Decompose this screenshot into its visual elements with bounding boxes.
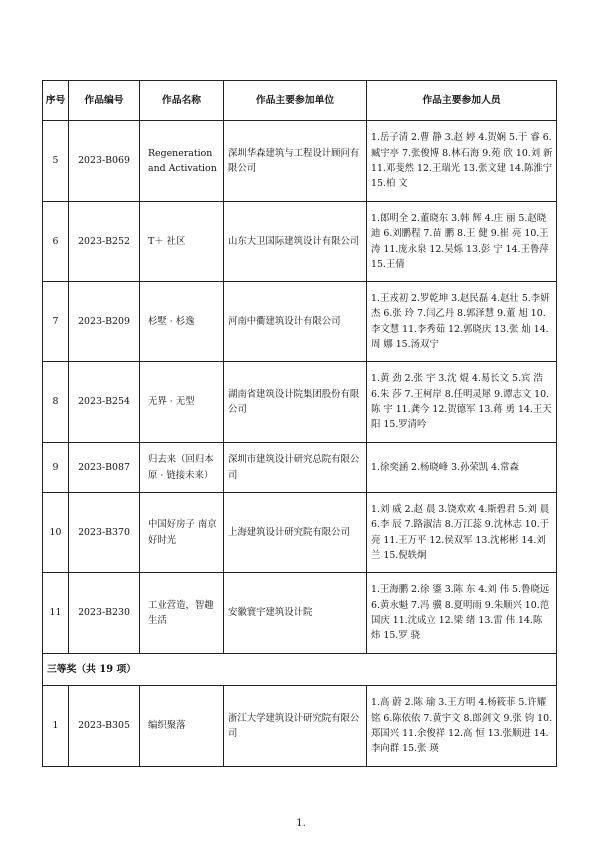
cell-no: 9 xyxy=(43,443,69,493)
cell-people: 1.王戎初 2.罗乾坤 3.赵民磊 4.赵壮 5.李妍杰 6.张 玲 7.闫乙丹 8.郭泽慧 9.董 旭 10.李文慧 11.李秀茹 12.郭晓庆 13.张 灿 14.周 娜 15.汤双宁 xyxy=(367,282,557,362)
cell-code: 2023-B209 xyxy=(69,282,140,362)
cell-name: 杉墅 · 杉逸 xyxy=(140,282,224,362)
header-no: 序号 xyxy=(43,81,69,121)
cell-people: 1.徐奕涵 2.杨晓峰 3.孙荣凯 4.常森 xyxy=(367,443,557,493)
cell-name: 工业营造，智趣生活 xyxy=(140,573,224,654)
cell-code: 2023-B087 xyxy=(69,443,140,493)
cell-name: Regeneration and Activation xyxy=(140,121,224,202)
cell-people: 1.郎明全 2.董晓东 3.韩 辉 4.庄 丽 5.赵晓迪 6.刘鹏程 7.苗 鹏 8.王 健 9.崔 亮 10.王 涛 11.庞永泉 12.吴烁 13.彭 宁 14.王鲁萍 15.王倩 xyxy=(367,202,557,282)
cell-code: 2023-B252 xyxy=(69,202,140,282)
header-code: 作品编号 xyxy=(69,81,140,121)
cell-code: 2023-B254 xyxy=(69,362,140,443)
table-header-row xyxy=(43,81,557,121)
cell-people: 1.刘 威 2.赵 晨 3.饶欢欢 4.斯碧君 5.刘 晨 6.李 辰 7.路淑洁 8.万江蕊 9.沈林志 10.于 亮 11.王万平 12.侯双军 13.沈彬彬 14.刘 兰 15.倪轶炯 xyxy=(367,493,557,573)
cell-code: 2023-B230 xyxy=(69,573,140,654)
cell-name: 无界 · 无型 xyxy=(140,362,224,443)
cell-name: 归去来（回归本原 · 链接未来） xyxy=(140,443,224,493)
header-name: 作品名称 xyxy=(140,81,224,121)
cell-unit: 浙江大学建筑设计研究院有限公司 xyxy=(224,686,367,767)
table-row xyxy=(43,282,557,362)
cell-unit: 安徽寰宇建筑设计院 xyxy=(224,573,367,654)
cell-code: 2023-B370 xyxy=(69,493,140,573)
section-title: 三等奖（共 19 项） xyxy=(43,654,557,686)
table-row xyxy=(43,443,557,493)
cell-code: 2023-B305 xyxy=(69,686,140,767)
cell-no: 10 xyxy=(43,493,69,573)
table-row xyxy=(43,686,557,767)
cell-no: 1 xyxy=(43,686,69,767)
cell-people: 1.岳子清 2.曹 静 3.赵 婷 4.贺娴 5.于 睿 6.臧宇亭 7.张俊博 8.林石海 9.苑 欣 10.刘 新 11.邓斐然 12.王瑞光 13.张文建 14.陈淮宁 15.柏 文 xyxy=(367,121,557,202)
cell-unit: 河南中衢建筑设计有限公司 xyxy=(224,282,367,362)
cell-unit: 山东大卫国际建筑设计有限公司 xyxy=(224,202,367,282)
header-unit: 作品主要参加单位 xyxy=(224,81,367,121)
table-row xyxy=(43,121,557,202)
cell-people: 1.黄 劲 2.张 宇 3.沈 焜 4.易长文 5.宾 浩 6.朱 莎 7.王柯岸 8.任明灵犀 9.谭志文 10.陈 宇 11.龚今 12.贺德军 13.蒋 勇 14.王天阳 15.罗清吟 xyxy=(367,362,557,443)
table-row xyxy=(43,202,557,282)
cell-code: 2023-B069 xyxy=(69,121,140,202)
table-row xyxy=(43,573,557,654)
cell-no: 6 xyxy=(43,202,69,282)
cell-no: 8 xyxy=(43,362,69,443)
cell-people: 1.王海鹏 2.徐 鎏 3.陈 东 4.刘 伟 5.鲁晓远 6.黄永魁 7.冯 骥 8.夏明雨 9.朱顺兴 10.范国庆 11.沈成立 12.梁 绪 13.雷 伟 14.陈 炜 15.罗 骁 xyxy=(367,573,557,654)
awards-table xyxy=(42,80,557,767)
cell-name: 中国好房子 南京好时光 xyxy=(140,493,224,573)
section-row xyxy=(43,654,557,686)
cell-no: 5 xyxy=(43,121,69,202)
page-number: 1. xyxy=(296,818,306,829)
cell-people: 1.高 蔚 2.陈 瑜 3.王方明 4.杨筱菲 5.许耀铭 6.陈依依 7.黄宇文 8.郎剑文 9.张 钧 10.郑国兴 11.余俊祥 12.高 恒 13.张顺进 14.李向群 15.张 瑛 xyxy=(367,686,557,767)
table-row xyxy=(43,362,557,443)
cell-name: T＋ 社区 xyxy=(140,202,224,282)
cell-name: 编织聚落 xyxy=(140,686,224,767)
table-row xyxy=(43,493,557,573)
cell-unit: 上海建筑设计研究院有限公司 xyxy=(224,493,367,573)
cell-unit: 深圳华森建筑与工程设计顾问有限公司 xyxy=(224,121,367,202)
cell-unit: 湖南省建筑设计院集团股份有限公司 xyxy=(224,362,367,443)
cell-no: 7 xyxy=(43,282,69,362)
header-people: 作品主要参加人员 xyxy=(367,81,557,121)
cell-unit: 深圳市建筑设计研究总院有限公司 xyxy=(224,443,367,493)
cell-no: 11 xyxy=(43,573,69,654)
